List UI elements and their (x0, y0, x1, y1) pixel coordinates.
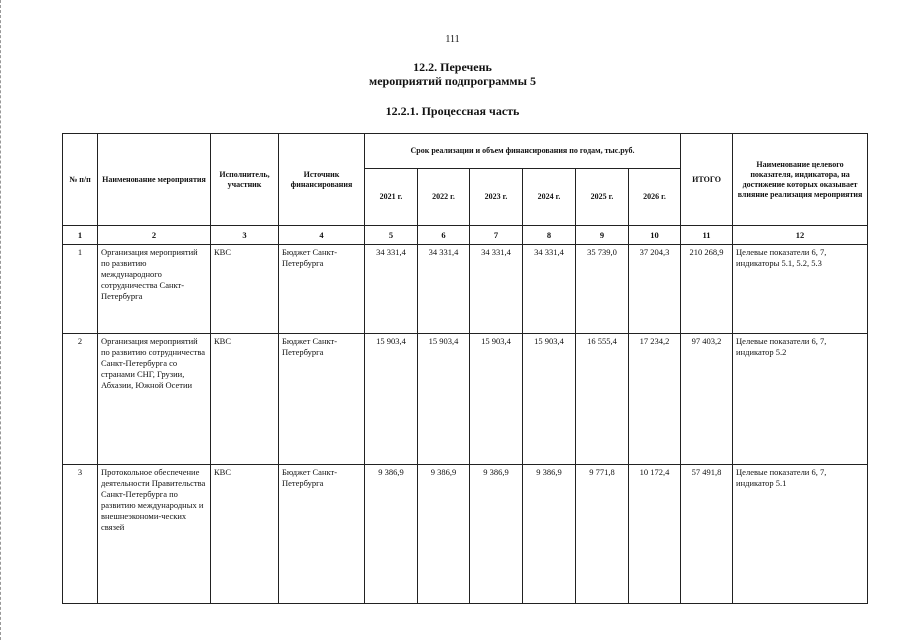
header-source: Источник финансирования (279, 134, 365, 226)
row-source: Бюджет Санкт-Петербурга (279, 245, 365, 334)
header-year: 2021 г. (365, 169, 418, 226)
row-num: 2 (63, 334, 98, 465)
header-target: Наименование целевого показателя, индикатора, на достижение которых оказывает влияние реализация мероприятия (733, 134, 868, 226)
col-number: 10 (629, 226, 681, 245)
row-value: 15 903,4 (523, 334, 576, 465)
row-target: Целевые показатели 6, 7, индикатор 5.1 (733, 465, 868, 604)
title-line-1: 12.2. Перечень (413, 60, 492, 74)
table-row (63, 465, 868, 604)
column-numbers-row (63, 226, 868, 245)
header-year: 2022 г. (418, 169, 470, 226)
row-executor: КВС (211, 245, 279, 334)
document-title (0, 60, 905, 88)
row-name: Протокольное обеспечение деятельности Правительства Санкт-Петербурга по развитию международных и внешнеэкономи-ческих связей (98, 465, 211, 604)
row-target: Целевые показатели 6, 7, индикаторы 5.1, 5.2, 5.3 (733, 245, 868, 334)
row-value: 34 331,4 (365, 245, 418, 334)
row-value: 9 771,8 (576, 465, 629, 604)
col-number: 8 (523, 226, 576, 245)
col-number: 7 (470, 226, 523, 245)
col-number: 3 (211, 226, 279, 245)
row-total: 210 268,9 (681, 245, 733, 334)
col-number: 9 (576, 226, 629, 245)
row-value: 37 204,3 (629, 245, 681, 334)
row-executor: КВС (211, 334, 279, 465)
header-year: 2023 г. (470, 169, 523, 226)
row-total: 57 491,8 (681, 465, 733, 604)
table-row (63, 245, 868, 334)
row-value: 9 386,9 (418, 465, 470, 604)
row-value: 10 172,4 (629, 465, 681, 604)
header-num: № п/п (63, 134, 98, 226)
header-year: 2026 г. (629, 169, 681, 226)
header-period: Срок реализации и объем финансирования по годам, тыс.руб. (365, 134, 681, 169)
row-target: Целевые показатели 6, 7, индикатор 5.2 (733, 334, 868, 465)
header-year: 2025 г. (576, 169, 629, 226)
col-number: 2 (98, 226, 211, 245)
row-value: 34 331,4 (470, 245, 523, 334)
row-value: 9 386,9 (365, 465, 418, 604)
header-executor: Исполнитель, участник (211, 134, 279, 226)
row-source: Бюджет Санкт-Петербурга (279, 334, 365, 465)
row-value: 9 386,9 (470, 465, 523, 604)
row-value: 35 739,0 (576, 245, 629, 334)
activities-table (62, 133, 868, 604)
row-value: 15 903,4 (365, 334, 418, 465)
row-num: 1 (63, 245, 98, 334)
row-value: 17 234,2 (629, 334, 681, 465)
col-number: 1 (63, 226, 98, 245)
section-subtitle: 12.2.1. Процессная часть (385, 104, 520, 118)
header-total: ИТОГО (681, 134, 733, 226)
row-value: 15 903,4 (470, 334, 523, 465)
row-total: 97 403,2 (681, 334, 733, 465)
header-year: 2024 г. (523, 169, 576, 226)
col-number: 11 (681, 226, 733, 245)
col-number: 5 (365, 226, 418, 245)
row-name: Организация мероприятий по развитию международного сотрудничества Санкт-Петербурга (98, 245, 211, 334)
row-value: 34 331,4 (418, 245, 470, 334)
col-number: 6 (418, 226, 470, 245)
row-executor: КВС (211, 465, 279, 604)
row-value: 34 331,4 (523, 245, 576, 334)
col-number: 4 (279, 226, 365, 245)
row-value: 15 903,4 (418, 334, 470, 465)
row-source: Бюджет Санкт-Петербурга (279, 465, 365, 604)
page-number: 111 (445, 34, 460, 45)
scan-edge (0, 0, 4, 640)
col-number: 12 (733, 226, 868, 245)
row-value: 9 386,9 (523, 465, 576, 604)
row-num: 3 (63, 465, 98, 604)
row-value: 16 555,4 (576, 334, 629, 465)
table-row (63, 334, 868, 465)
title-line-2: мероприятий подпрограммы 5 (369, 74, 536, 88)
header-name: Наименование мероприятия (98, 134, 211, 226)
row-name: Организация мероприятий по развитию сотрудничества Санкт-Петербурга со странами СНГ, Грузии, Абхазии, Южной Осетии (98, 334, 211, 465)
